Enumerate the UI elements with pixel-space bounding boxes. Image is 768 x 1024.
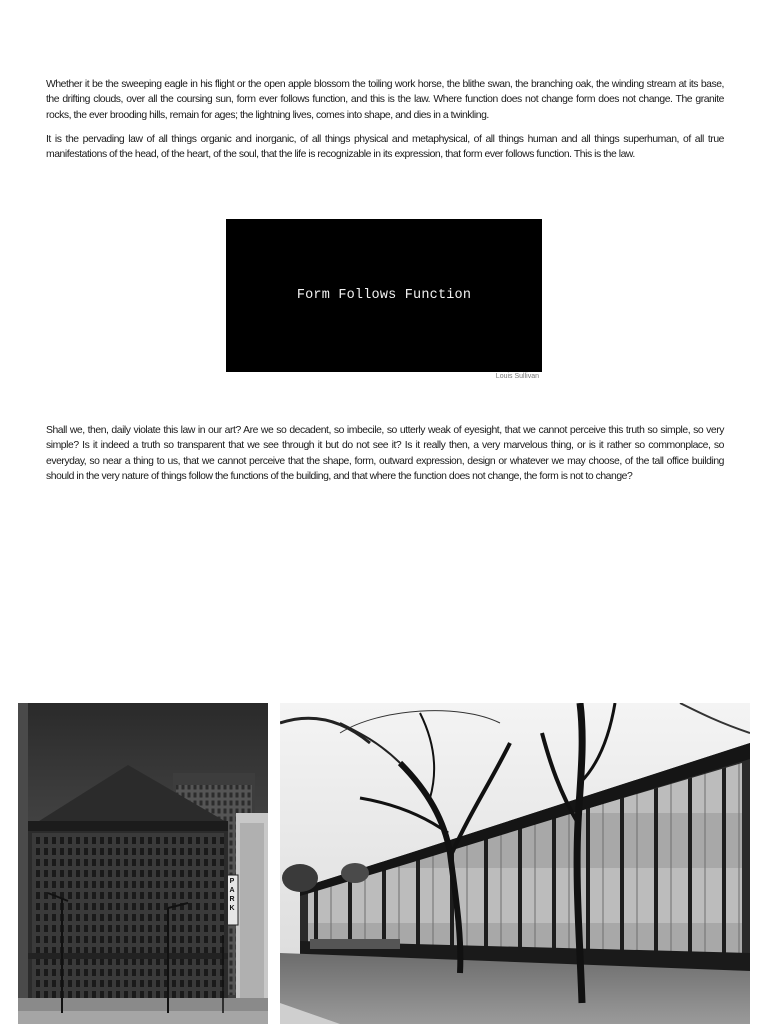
law-paragraph: It is the pervading law of all things organic and inorganic, of all things physical and metaphysical, of all things human and all things superhuman, of all true manifestations of the head, of the heart, of the soul, that the life is recognizable in its expression, that form ever follows function. This is the law. [46,134,724,161]
intro-paragraph: Whether it be the sweeping eagle in his flight or the open apple blossom the toiling work horse, the blithe swan, the branching oak, the winding stream at its base, the drifting clouds, over all the coursing sun, form ever follows function, and this is the law. Where function does not change form does not change. The granite rocks, the ever brooding hills, remain for ages; the lightning lives, comes into shape, and dies in a twinkling. [46,79,724,121]
park-sign-text: PARK [229,878,235,912]
quote-banner [226,219,542,372]
question-paragraph: Shall we, then, daily violate this law in our art? Are we so decadent, so imbecile, so utterly weak of eyesight, that we cannot perceive this truth so simple, so very simple? Is it indeed a truth so transparent that we see through it but do not see it? Is it really then, a very marvelous thing, or is it rather so commonplace, so everyday, so near a thing to us, that we cannot perceive that the shape, form, outward expression, design or whatever we may choose, of the tall office building should in the very nature of things follow the functions of the building, and that where the function does not change, the form is not to change? [46,425,724,483]
modernist-hall-photo [280,703,750,1024]
quote-caption: Louis Sullivan [495,373,539,380]
office-building-photo [18,703,268,1024]
quote-text: Form Follows Function [296,288,472,303]
